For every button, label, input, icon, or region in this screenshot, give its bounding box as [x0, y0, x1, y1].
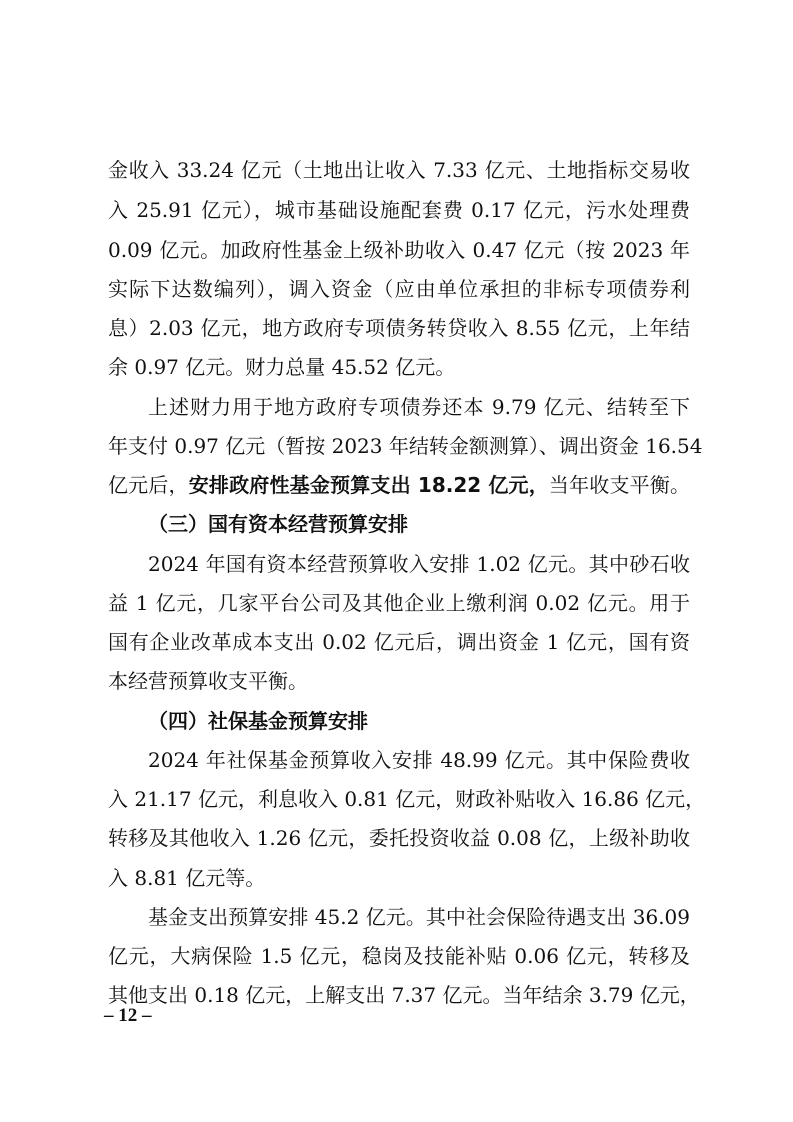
paragraph-line-with-emphasis: [108, 473, 690, 497]
paragraph-line: 入 8.81 亿元等。: [108, 866, 266, 890]
paragraph-line: 0.09 亿元。加政府性基金上级补助收入 0.47 亿元（按 2023 年: [108, 238, 690, 262]
line-suffix: 当年收支平衡。: [548, 473, 691, 497]
section-heading: （三）国有资本经营预算安排: [148, 512, 408, 536]
paragraph-line: 本经营预算收支平衡。: [108, 669, 308, 693]
paragraph-line: 入 21.17 亿元，利息收入 0.81 亿元，财政补贴收入 16.86 亿元，: [108, 787, 706, 811]
page-number: – 12 –: [104, 1005, 152, 1026]
paragraph-line: 亿元，大病保险 1.5 亿元，稳岗及技能补贴 0.06 亿元，转移及: [108, 944, 690, 968]
paragraph-line: 益 1 亿元，几家平台公司及其他企业上缴利润 0.02 亿元。用于: [108, 591, 690, 615]
paragraph-line: 2024 年国有资本经营预算收入安排 1.02 亿元。其中砂石收: [148, 552, 690, 576]
paragraph-line: 年支付 0.97 亿元（暂按 2023 年结转金额测算）、调出资金 16.54: [108, 434, 703, 458]
paragraph-line: 上述财力用于地方政府专项债券还本 9.79 亿元、结转至下: [148, 395, 690, 419]
section-heading: （四）社保基金预算安排: [148, 709, 368, 733]
line-prefix: 亿元后，: [108, 473, 189, 497]
emphasized-text: 安排政府性基金预算支出 18.22 亿元，: [188, 473, 549, 497]
paragraph-line: 转移及其他收入 1.26 亿元，委托投资收益 0.08 亿，上级补助收: [108, 826, 690, 850]
paragraph-line: 其他支出 0.18 亿元，上解支出 7.37 亿元。当年结余 3.79 亿元，: [108, 983, 700, 1007]
paragraph-line: 入 25.91 亿元），城市基础设施配套费 0.17 亿元，污水处理费: [108, 198, 690, 222]
paragraph-line: 余 0.97 亿元。财力总量 45.52 亿元。: [108, 355, 456, 379]
paragraph-line: 2024 年社保基金预算收入安排 48.99 亿元。其中保险费收: [148, 748, 690, 772]
paragraph-line: 金收入 33.24 亿元（土地出让收入 7.33 亿元、土地指标交易收: [108, 158, 690, 182]
paragraph-line: 实际下达数编列），调入资金（应由单位承担的非标专项债券利: [108, 277, 690, 301]
paragraph-line: 基金支出预算安排 45.2 亿元。其中社会保险待遇支出 36.09: [148, 905, 690, 929]
paragraph-line: 国有企业改革成本支出 0.02 亿元后，调出资金 1 亿元，国有资: [108, 630, 690, 654]
paragraph-line: 息）2.03 亿元，地方政府专项债务转贷收入 8.55 亿元，上年结: [108, 316, 690, 340]
